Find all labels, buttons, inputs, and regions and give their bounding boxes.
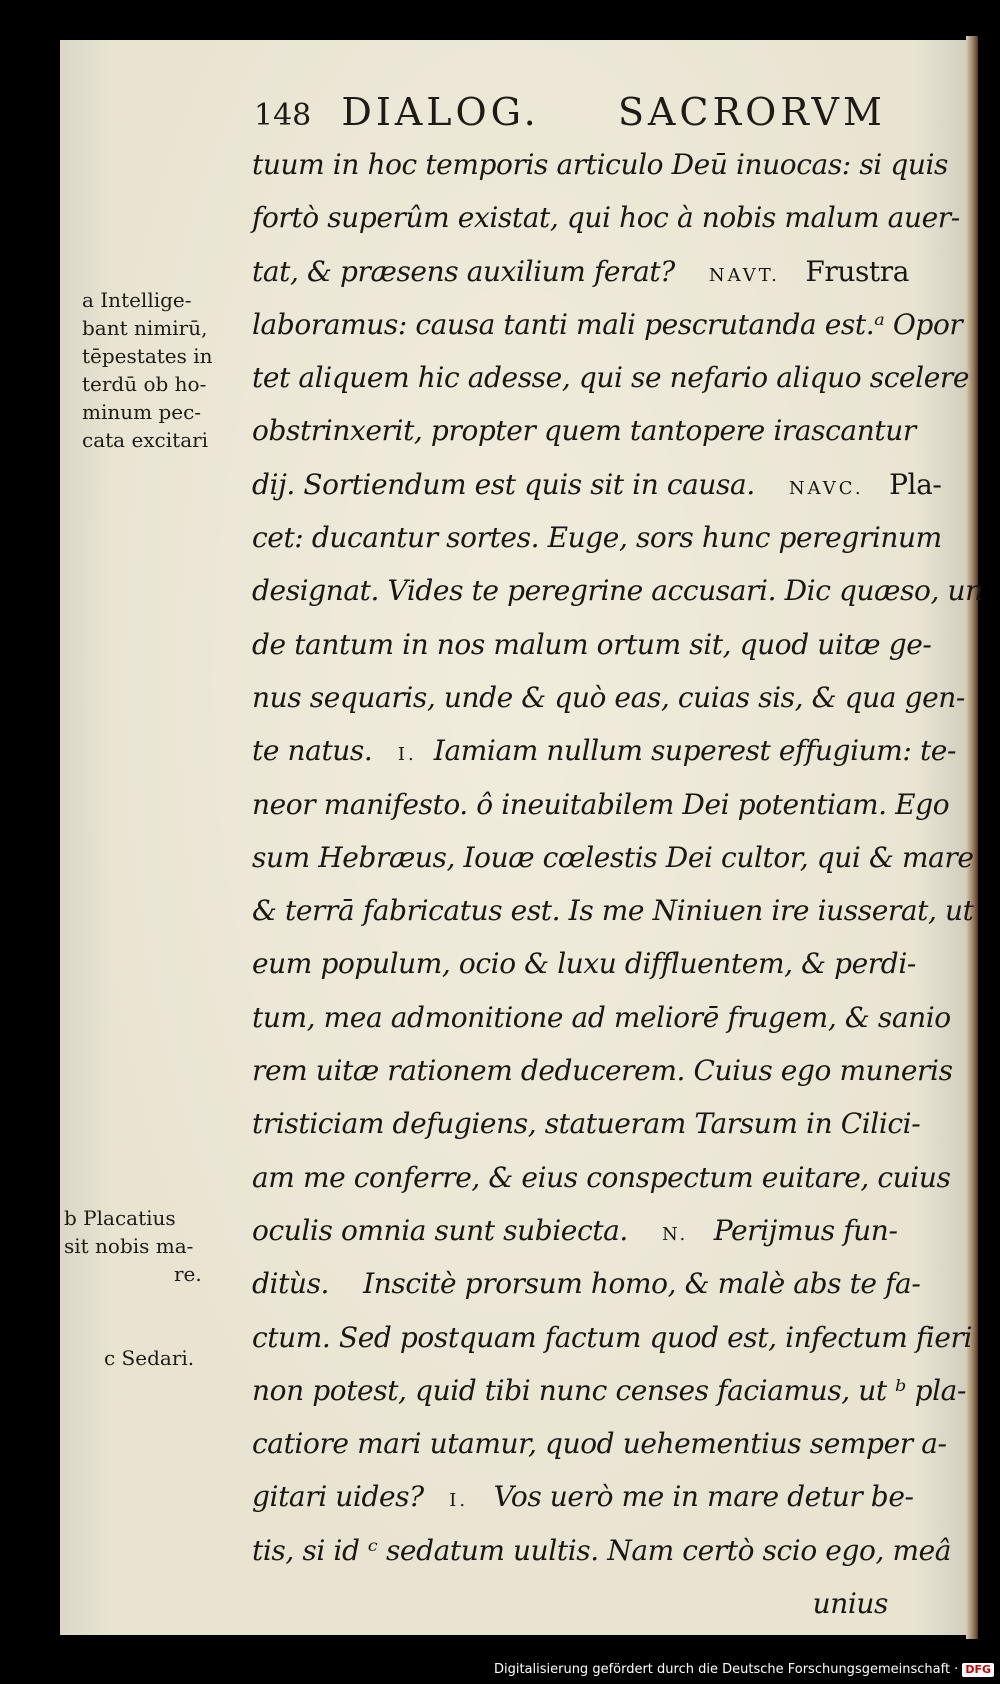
margin-note-a: a Intellige- bant nimirū, tēpestates in terdū ob ho- minum pec- cata excitari [82, 288, 213, 452]
text-line: tum, mea admonitione ad meliorē frugem, & sanio [252, 1000, 951, 1034]
text-line: de tantum in nos malum ortum sit, quod uitæ ge- [252, 627, 932, 661]
text-line: oculis omnia sunt subiecta. N. Perijmus fun- [252, 1213, 898, 1247]
text-line: neor manifesto. ô ineuitabilem Dei potentiam. Ego [252, 787, 950, 821]
text-line: am me conferre, & eius conspectum euitare, cuius [252, 1160, 951, 1194]
text-line: tristiciam defugiens, statueram Tarsum in Cilici- [252, 1107, 921, 1141]
text-line: nus sequaris, unde & quò eas, cuias sis, & qua gen- [252, 680, 965, 714]
text-line: catiore mari utamur, quod uehementius semper a- [252, 1427, 947, 1461]
text-line: & terrā fabricatus est. Is me Niniuen ire iusserat, ut [252, 894, 974, 928]
text-line: designat. Vides te peregrine accusari. Dic quæso, un [252, 574, 983, 608]
dfg-logo: DFG [962, 1663, 994, 1677]
text-line: tet aliquem hic adesse, qui se nefario aliquo scelere [252, 361, 970, 395]
text-line: ditùs. Inscitè prorsum homo, & malè abs te fa- [252, 1267, 921, 1301]
text-line: te natus. I. Iamiam nullum superest effugium: te- [252, 734, 957, 768]
catchword: unius [812, 1587, 888, 1621]
text-line: obstrinxerit, propter quem tantopere irascantur [252, 414, 916, 448]
margin-note-b: b Placatius sit nobis ma- re. [64, 1206, 202, 1286]
main-text-block [252, 138, 983, 1630]
speaker-label: I. [397, 744, 417, 766]
text-line: cet: ducantur sortes. Euge, sors hunc peregrinum [252, 521, 942, 555]
header-right-word: SACRORVM [617, 90, 886, 134]
running-header [254, 90, 974, 134]
text-line: rem uitæ rationem deducerem. Cuius ego muneris [252, 1054, 953, 1088]
text-line: tat, & præsens auxilium ferat? NAVT. Frustra [252, 254, 910, 288]
speaker-label: N. [661, 1223, 689, 1245]
text-line: ctum. Sed postquam factum quod est, infectum fieri [252, 1320, 973, 1354]
text-line: sum Hebræus, Iouæ cœlestis Dei cultor, qui & mare [252, 840, 974, 874]
margin-note-c: c Sedari. [104, 1346, 195, 1370]
header-left-word: DIALOG. [341, 90, 540, 134]
text-line: laboramus: causa tanti mali pescrutanda est.ᵃ Opor [252, 307, 963, 341]
text-line: dij. Sortiendum est quis sit in causa. NAVC. Pla- [252, 467, 942, 501]
page-number: 148 [254, 98, 312, 133]
text-line: tis, si id ᶜ sedatum uultis. Nam certò scio ego, meâ [252, 1533, 952, 1567]
text-line: gitari uides? I. Vos uerò me in mare detur be- [252, 1480, 914, 1514]
text-line: tuum in hoc temporis articulo Deū inuocas: si quis [252, 148, 949, 181]
speaker-label: NAVT. [708, 264, 780, 286]
footer-text: Digitalisierung gefördert durch die Deutsche Forschungsgemeinschaft · [493, 1662, 959, 1677]
text-line: fortò superûm existat, qui hoc à nobis malum auer- [252, 201, 960, 235]
text-line: non potest, quid tibi nunc censes faciamus, ut ᵇ pla- [252, 1373, 967, 1407]
speaker-label: NAVC. [788, 477, 864, 499]
speaker-label: I. [449, 1490, 469, 1512]
footer-credit [494, 1658, 994, 1682]
text-line: eum populum, ocio & luxu diffluentem, & perdi- [252, 947, 916, 981]
